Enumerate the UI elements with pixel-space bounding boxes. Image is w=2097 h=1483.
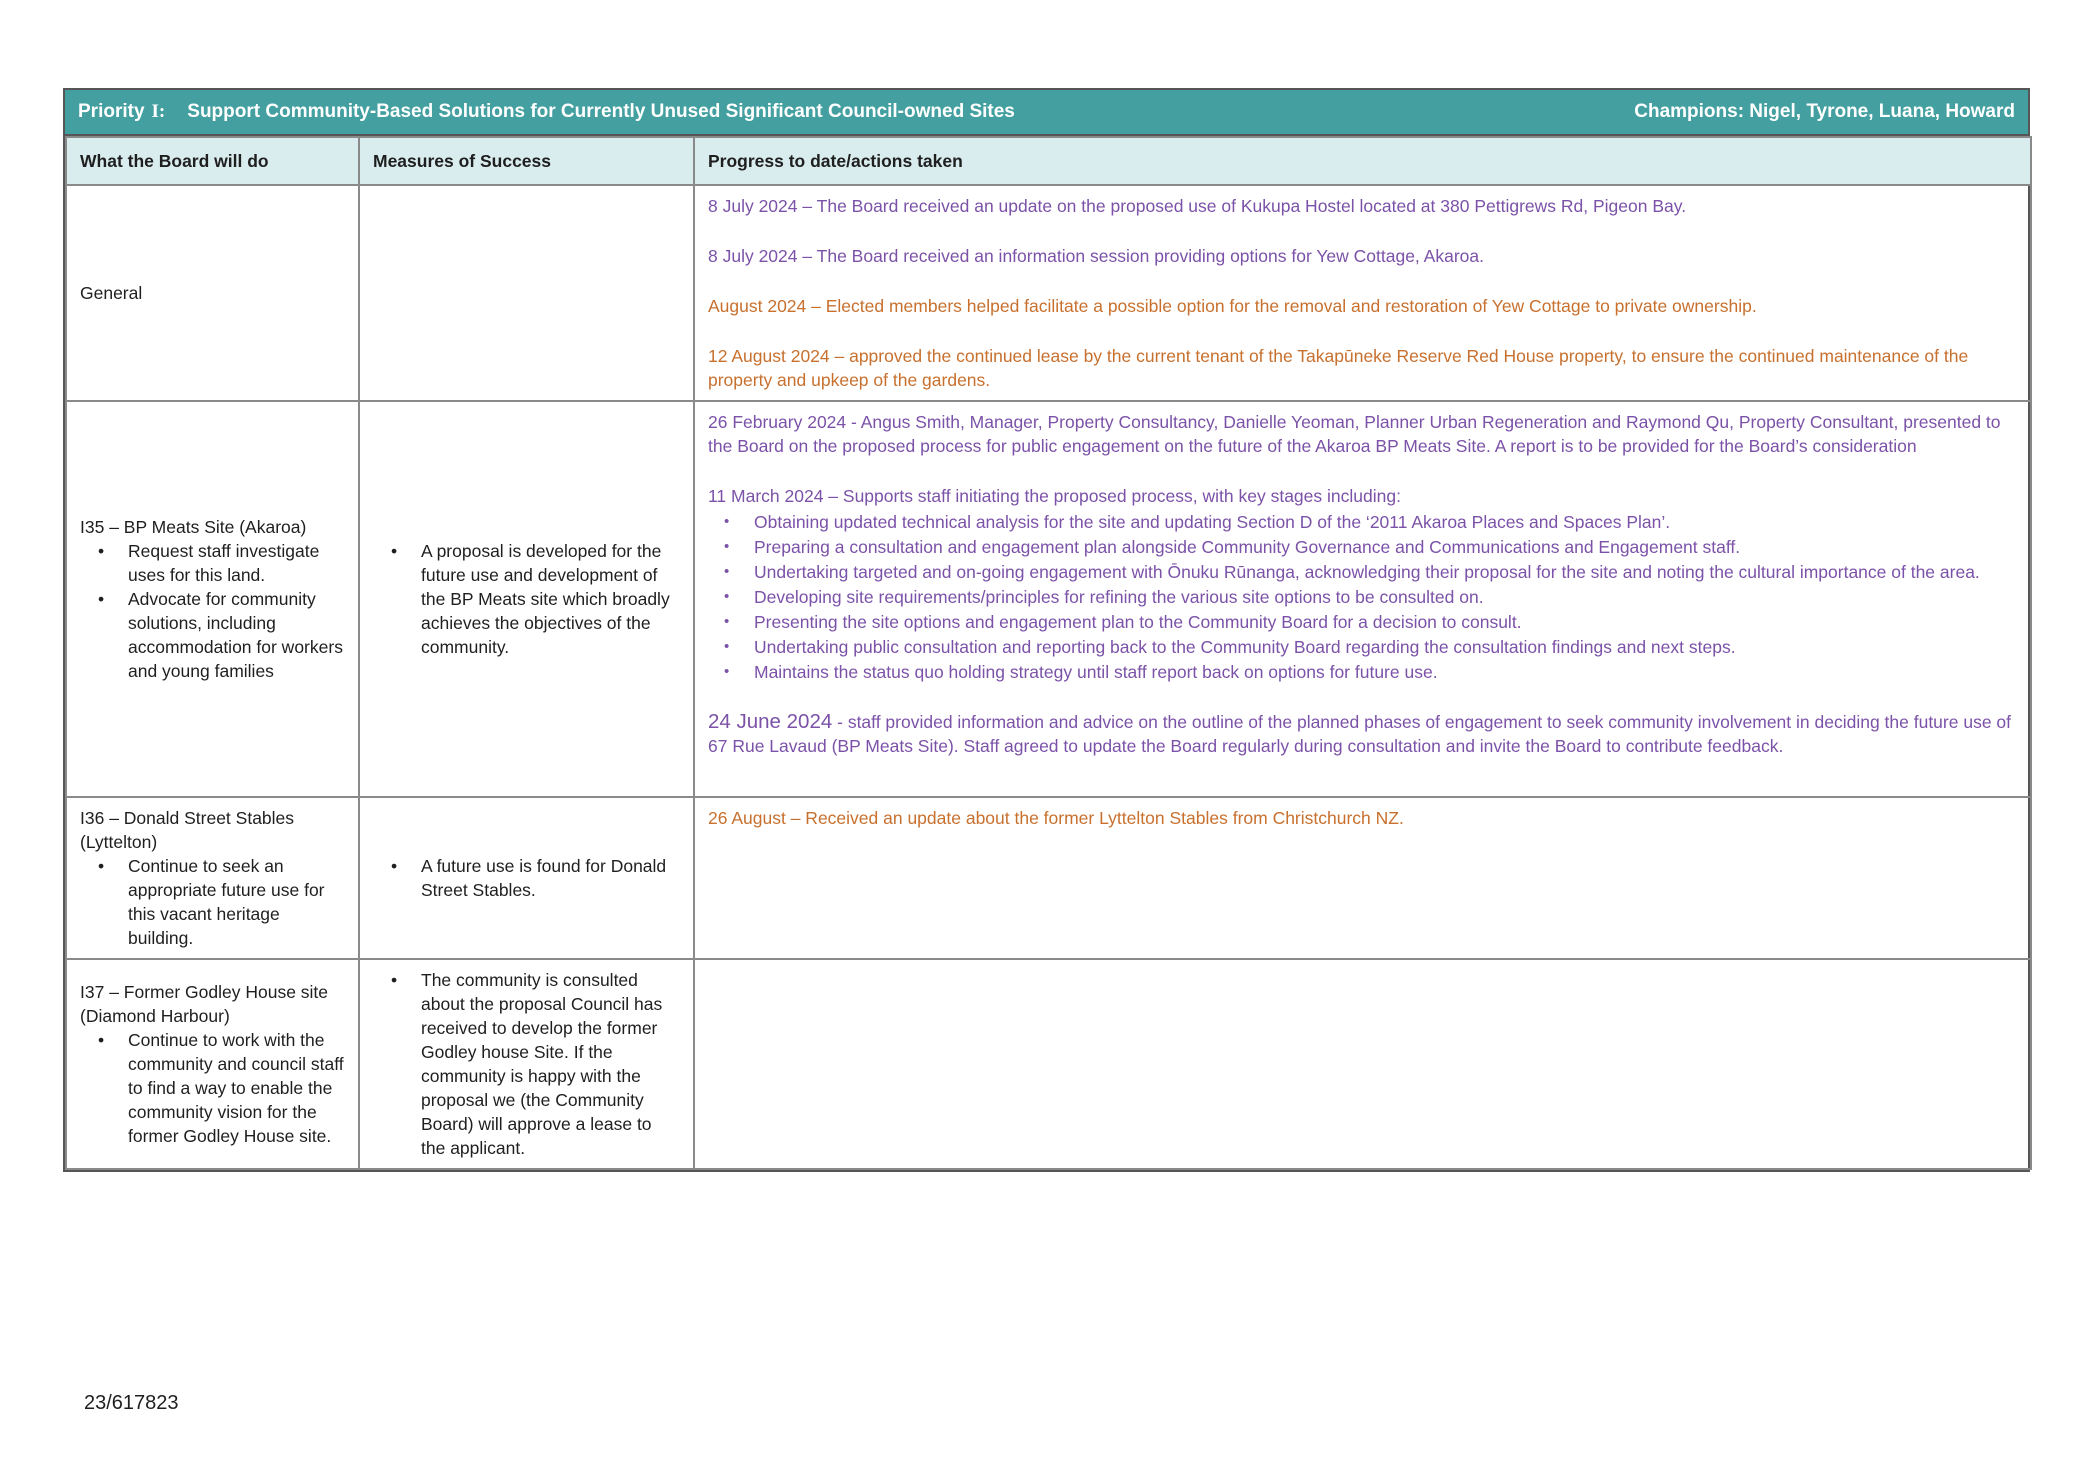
cell-measures bbox=[359, 797, 694, 959]
priority-title bbox=[78, 101, 1015, 123]
measures-bullet-list bbox=[373, 854, 680, 902]
bullet-item: • Continue to seek an appropriate future use for this vacant heritage building. bbox=[80, 854, 345, 950]
row-intro: I35 – BP Meats Site (Akaroa) bbox=[80, 517, 307, 537]
priority-numeral: I: bbox=[151, 101, 166, 122]
cell-what bbox=[66, 797, 359, 959]
bullet-item: • A proposal is developed for the future use and development of the BP Meats site which broadly achieves the objectives of the community. bbox=[373, 539, 680, 659]
cell-what bbox=[66, 959, 359, 1169]
measures-bullet-list bbox=[373, 539, 680, 659]
progress-bullet-list bbox=[708, 510, 2017, 684]
progress-entry: 8 July 2024 – The Board received an information session providing options for Yew Cottage, Akaroa. bbox=[708, 246, 1484, 266]
progress-entry: 8 July 2024 – The Board received an update on the proposed use of Kukupa Hostel located at 380 Pettigrews Rd, Pigeon Bay. bbox=[708, 196, 1687, 216]
bullet-item: • Preparing a consultation and engagement plan alongside Community Governance and Communications and Engagement staff. bbox=[708, 535, 2017, 559]
measures-bullet-list bbox=[373, 968, 680, 1160]
cell-progress bbox=[694, 401, 2031, 797]
cell-what bbox=[66, 185, 359, 401]
bullet-item: • Undertaking targeted and on-going engagement with Ōnuku Rūnanga, acknowledging their proposal for the site and noting the cultural importance of the area. bbox=[708, 560, 2017, 584]
progress-entry: 26 August – Received an update about the former Lyttelton Stables from Christchurch NZ. bbox=[708, 808, 1404, 828]
cell-progress bbox=[694, 185, 2031, 401]
table-title-bar bbox=[65, 90, 2028, 136]
progress-entry: 12 August 2024 – approved the continued lease by the current tenant of the Takapūneke Reserve Red House property, to ensure the continued maintenance of the property and upkeep of the gardens. bbox=[708, 346, 1969, 390]
cell-what bbox=[66, 401, 359, 797]
progress-entry: 11 March 2024 – Supports staff initiating the proposed process, with key stages including: bbox=[708, 486, 1401, 506]
row-intro: General bbox=[80, 283, 143, 303]
priority-title-text: Support Community-Based Solutions for Currently Unused Significant Council-owned Sites bbox=[187, 101, 1015, 122]
bullet-item: • Developing site requirements/principles for refining the various site options to be consulted on. bbox=[708, 585, 2017, 609]
table-row-i37-godley-house bbox=[66, 959, 2031, 1169]
champions-label: Champions: Nigel, Tyrone, Luana, Howard bbox=[1634, 101, 2015, 122]
cell-measures bbox=[359, 959, 694, 1169]
priority-table bbox=[63, 88, 2030, 1172]
progress-entry-text: - staff provided information and advice on the outline of the planned phases of engagement to seek community involvement in deciding the future use of 67 Rue Lavaud (BP Meats Site). Staff agreed to update the Board regularly during consultation and invite the Board to contribute feedback. bbox=[708, 712, 2012, 756]
header-row bbox=[66, 137, 2031, 185]
what-bullet-list bbox=[80, 854, 345, 950]
bullet-item: • Request staff investigate uses for this land. bbox=[80, 539, 345, 587]
bullet-item: • Presenting the site options and engagement plan to the Community Board for a decision to consult. bbox=[708, 610, 2017, 634]
table-row-i36-donald-street-stables bbox=[66, 797, 2031, 959]
bullet-item: • Continue to work with the community and council staff to find a way to enable the community vision for the former Godley House site. bbox=[80, 1028, 345, 1148]
actions-table bbox=[65, 136, 2032, 1170]
bullet-item: • Obtaining updated technical analysis for the site and updating Section D of the ‘2011 Akaroa Places and Spaces Plan’. bbox=[708, 510, 2017, 534]
bullet-item: • Maintains the status quo holding strategy until staff report back on options for future use. bbox=[708, 660, 2017, 684]
bullet-item: • Advocate for community solutions, including accommodation for workers and young families bbox=[80, 587, 345, 683]
bullet-item: • Undertaking public consultation and reporting back to the Community Board regarding the consultation findings and next steps. bbox=[708, 635, 2017, 659]
what-bullet-list bbox=[80, 1028, 345, 1148]
bullet-item: • The community is consulted about the proposal Council has received to develop the former Godley house Site. If the community is happy with the proposal we (the Community Board) will approve a lease to the applicant. bbox=[373, 968, 680, 1160]
column-header-what: What the Board will do bbox=[66, 137, 359, 185]
progress-date-lead: 24 June 2024 bbox=[708, 710, 833, 733]
table-row-i35-bp-meats bbox=[66, 401, 2031, 797]
column-header-progress: Progress to date/actions taken bbox=[694, 137, 2031, 185]
priority-prefix: Priority bbox=[78, 101, 145, 122]
cell-measures bbox=[359, 185, 694, 401]
row-intro: I36 – Donald Street Stables (Lyttelton) bbox=[80, 808, 295, 852]
what-bullet-list bbox=[80, 539, 345, 683]
document-reference: 23/617823 bbox=[84, 1392, 179, 1414]
progress-entry bbox=[708, 710, 2017, 758]
bullet-item: • A future use is found for Donald Street Stables. bbox=[373, 854, 680, 902]
cell-progress bbox=[694, 797, 2031, 959]
progress-entry: August 2024 – Elected members helped facilitate a possible option for the removal and restoration of Yew Cottage to private ownership. bbox=[708, 296, 1757, 316]
row-intro: I37 – Former Godley House site (Diamond Harbour) bbox=[80, 982, 329, 1026]
column-header-measures: Measures of Success bbox=[359, 137, 694, 185]
cell-progress bbox=[694, 959, 2031, 1169]
cell-measures bbox=[359, 401, 694, 797]
table-row-general bbox=[66, 185, 2031, 401]
progress-entry: 26 February 2024 - Angus Smith, Manager, Property Consultancy, Danielle Yeoman, Planner Urban Regeneration and Raymond Qu, Property Consultant, presented to the Board on the proposed process for public engagement on the future of the Akaroa BP Meats Site. A report is to be provided for the Board’s consideration bbox=[708, 412, 2001, 456]
